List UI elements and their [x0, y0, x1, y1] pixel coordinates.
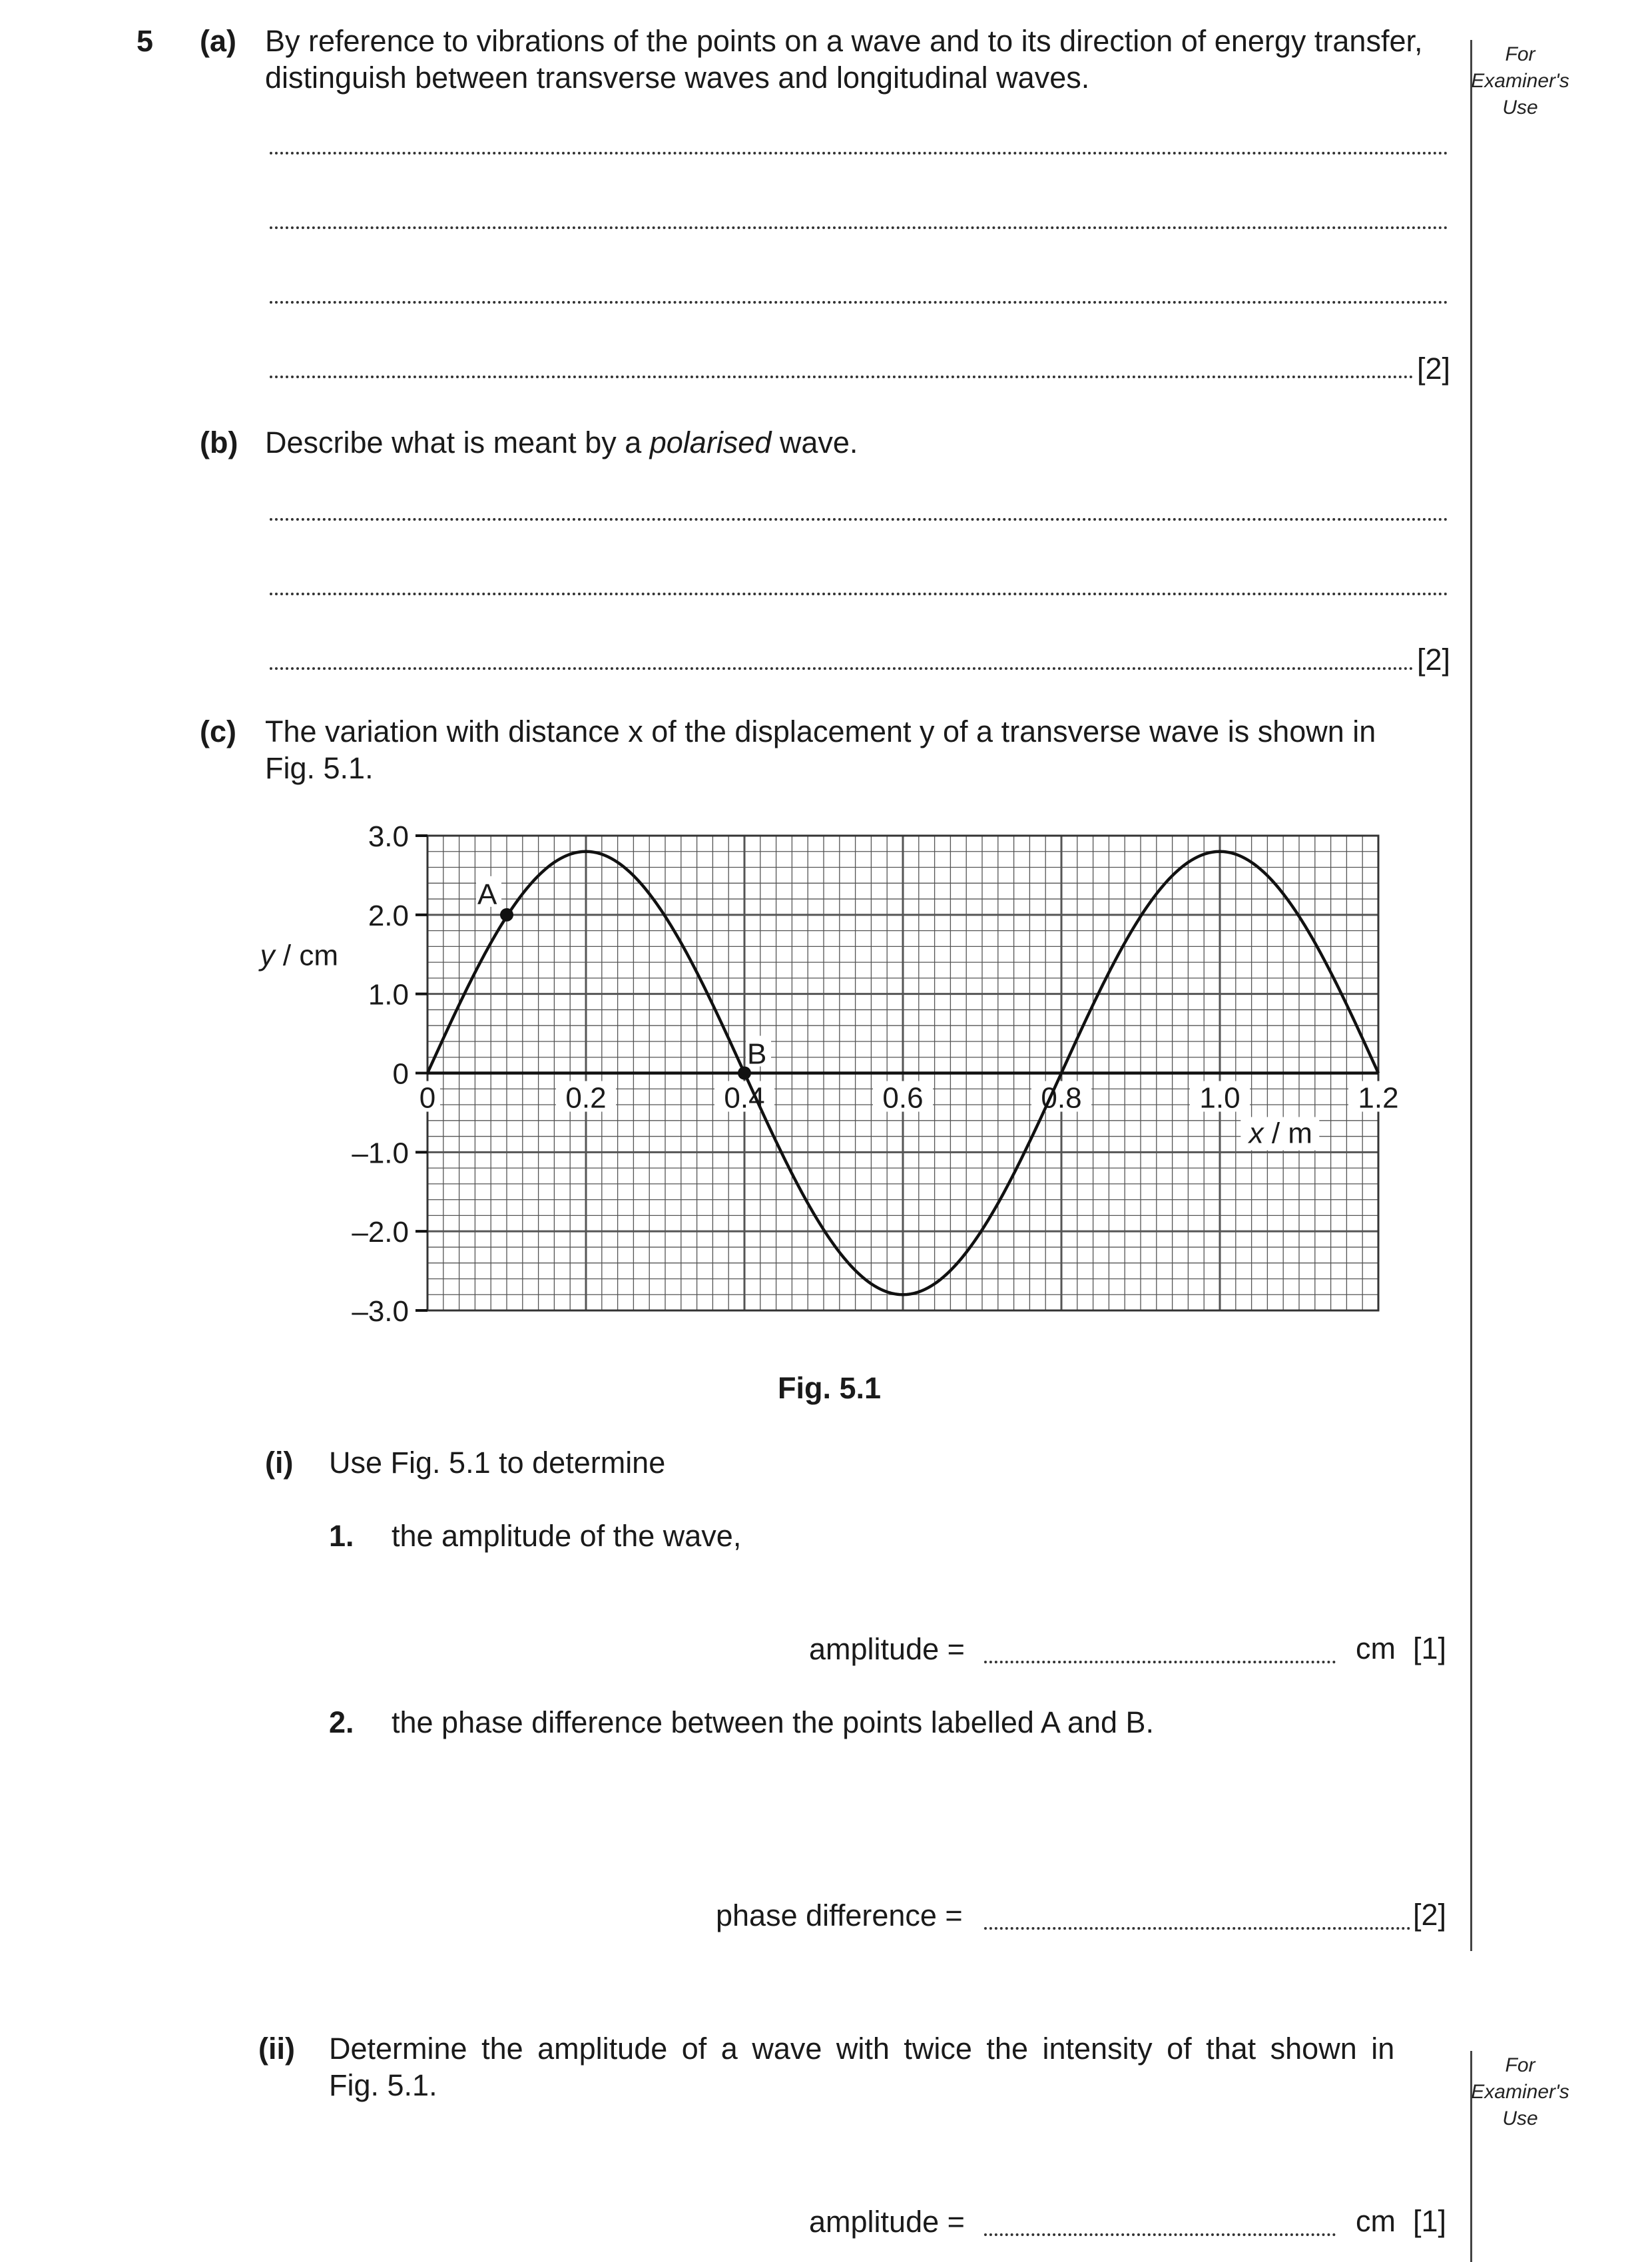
examiner-use-box-2: For Examiner's Use	[1471, 2054, 1569, 2129]
part-a-line1: By reference to vibrations of the points on a wave and to its direction of energy transfer,	[265, 24, 1423, 58]
marks-a: [2]	[1417, 352, 1451, 386]
point-label-a: A	[477, 878, 497, 911]
x-tick-label: 0	[419, 1081, 436, 1115]
part-a-line2: distinguish between transverse waves and longitudinal waves.	[265, 61, 1090, 95]
amplitude-answer-line-1[interactable]	[984, 1661, 1336, 1663]
x-tick-label: 1.2	[1358, 1081, 1399, 1115]
marks-ci-2: [2]	[1413, 1898, 1447, 1932]
part-a-label: (a)	[200, 24, 236, 58]
x-tick-label: 0.6	[882, 1081, 924, 1115]
amplitude-unit-1: cm	[1356, 1631, 1396, 1665]
y-tick-label: 2.0	[368, 899, 409, 932]
examiner-use-box-1: For Examiner's Use	[1471, 43, 1569, 119]
part-c-line1: The variation with distance x of the displacement y of a transverse wave is shown in	[265, 714, 1376, 748]
y-tick-label: 0	[392, 1057, 409, 1091]
part-ci-text: Use Fig. 5.1 to determine	[329, 1446, 666, 1480]
x-tick-label: 1.0	[1199, 1081, 1240, 1115]
x-tick-label: 0.8	[1041, 1081, 1082, 1115]
part-cii-line1: Determine the amplitude of a wave with twice the intensity of that shown in	[329, 2032, 1395, 2066]
point-label-b: B	[747, 1037, 767, 1071]
ci-1-text: the amplitude of the wave,	[392, 1519, 742, 1553]
point-a	[500, 908, 513, 922]
figure-caption: Fig. 5.1	[778, 1371, 882, 1405]
amplitude-label-1: amplitude =	[809, 1632, 965, 1666]
phase-difference-answer-line[interactable]	[984, 1927, 1410, 1930]
question-number: 5	[137, 24, 154, 58]
examiner-margin-line-1	[1470, 40, 1472, 1951]
y-tick-label: 3.0	[368, 820, 409, 853]
marks-cii: [1]	[1413, 2204, 1447, 2238]
part-c-label: (c)	[200, 714, 236, 748]
amplitude-answer-line-2[interactable]	[984, 2233, 1336, 2236]
marks-b: [2]	[1417, 643, 1451, 677]
amplitude-label-2: amplitude =	[809, 2205, 965, 2239]
part-cii-line2: Fig. 5.1.	[329, 2068, 437, 2102]
phase-difference-label: phase difference =	[716, 1898, 963, 1932]
marks-ci-1: [1]	[1413, 1631, 1447, 1665]
ci-2-text: the phase difference between the points labelled A and B.	[392, 1705, 1155, 1739]
part-b-label: (b)	[200, 425, 238, 459]
x-tick-label: 0.2	[565, 1081, 607, 1115]
y-tick-label: –2.0	[352, 1216, 409, 1249]
part-b-text: Describe what is meant by a polarised wave.	[265, 425, 858, 459]
x-axis-label: x / m	[1248, 1117, 1312, 1150]
y-axis-label: y / cm	[260, 939, 338, 972]
part-cii-label: (ii)	[258, 2032, 295, 2066]
amplitude-unit-2: cm	[1356, 2204, 1396, 2238]
ci-2-number: 2.	[329, 1705, 354, 1739]
y-tick-label: –3.0	[352, 1295, 409, 1328]
y-tick-label: –1.0	[352, 1137, 409, 1170]
axes	[415, 836, 1378, 1310]
y-tick-label: 1.0	[368, 978, 409, 1011]
part-ci-label: (i)	[265, 1446, 294, 1480]
ci-1-number: 1.	[329, 1519, 354, 1553]
x-tick-label: 0.4	[724, 1081, 765, 1115]
part-c-line2: Fig. 5.1.	[265, 751, 374, 785]
